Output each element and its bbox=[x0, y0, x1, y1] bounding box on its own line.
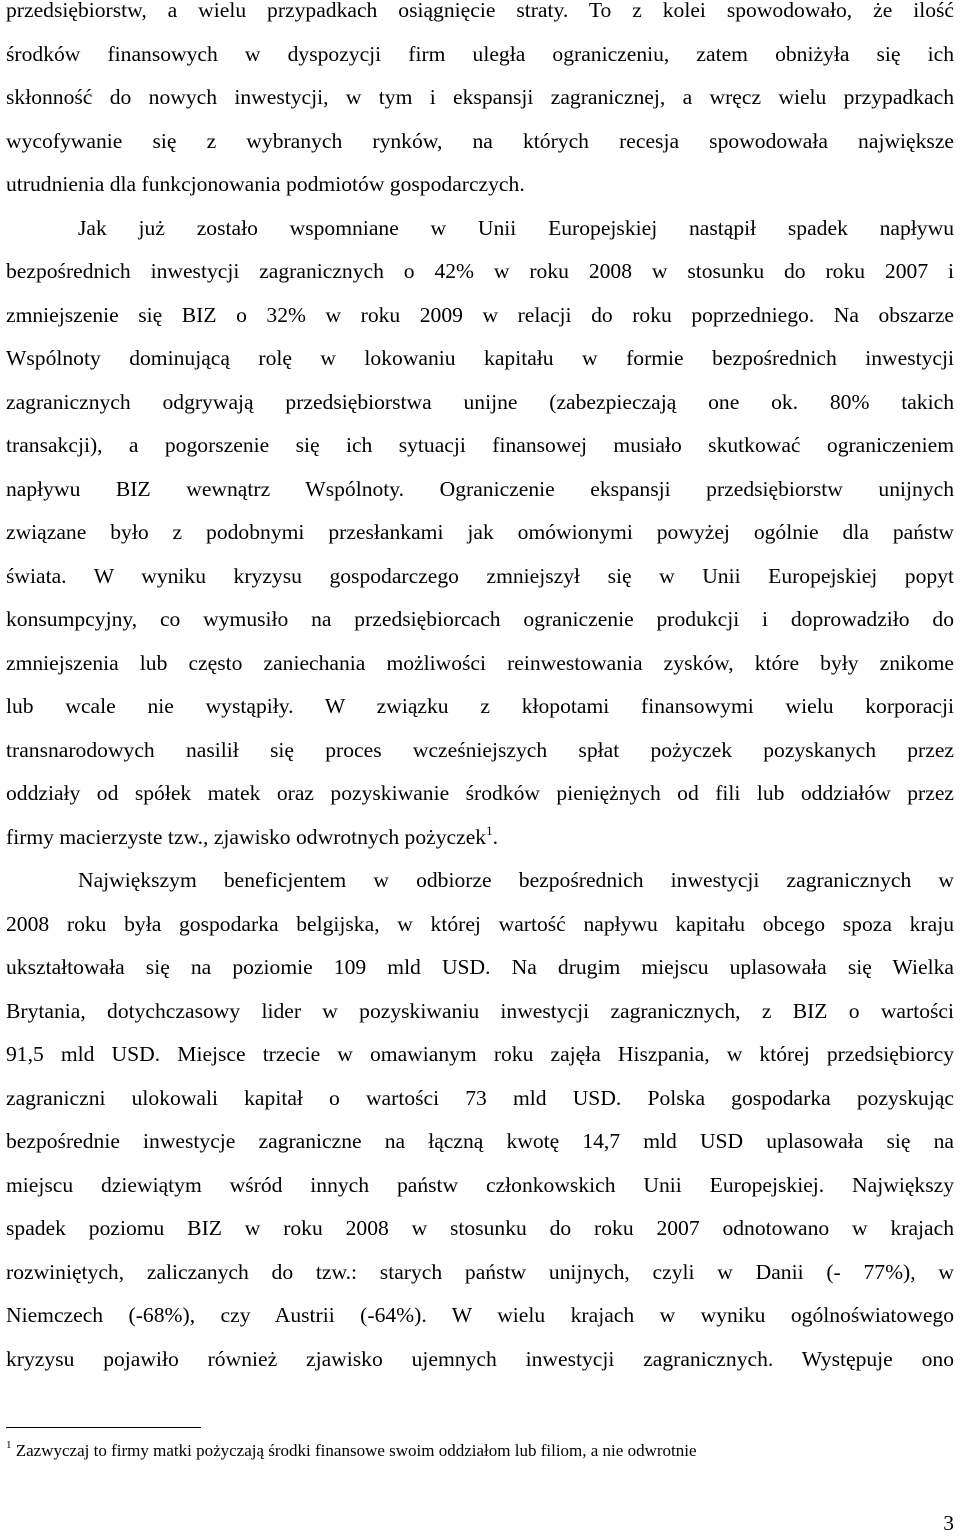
text-line: Brytania, dotychczasowy lider w pozyskiwaniu inwestycji zagranicznych, z BIZ o wartości bbox=[6, 999, 954, 1023]
text-line: wycofywanie się z wybranych rynków, na których recesja spowodowała największe bbox=[6, 129, 954, 153]
text-line: napływu BIZ wewnątrz Wspólnoty. Ograniczenie ekspansji przedsiębiorstw unijnych bbox=[6, 477, 954, 501]
text-line: 91,5 mld USD. Miejsce trzecie w omawianym roku zajęła Hiszpania, w której przedsiębiorcy bbox=[6, 1042, 954, 1066]
footnote bbox=[6, 1440, 697, 1462]
footnote-separator bbox=[6, 1427, 201, 1428]
text-line: transakcji), a pogorszenie się ich sytuacji finansowej musiało skutkować ograniczeniem bbox=[6, 433, 954, 457]
text-line: zmniejszenie się BIZ o 32% w roku 2009 w relacji do roku poprzedniego. Na obszarze bbox=[6, 303, 954, 327]
text-line: świata. W wyniku kryzysu gospodarczego zmniejszył się w Unii Europejskiej popyt bbox=[6, 564, 954, 588]
text-line: bezpośrednich inwestycji zagranicznych o 42% w roku 2008 w stosunku do roku 2007 i bbox=[6, 259, 954, 283]
text-line: przedsiębiorstw, a wielu przypadkach osiągnięcie straty. To z kolei spowodowało, że ilość bbox=[6, 0, 954, 22]
paragraph-first-line: Największym beneficjentem w odbiorze bezpośrednich inwestycji zagranicznych w bbox=[78, 868, 954, 892]
text-run: . bbox=[492, 825, 498, 849]
footnote-marker: 1 bbox=[6, 1439, 12, 1451]
text-line: Wspólnoty dominującą rolę w lokowaniu kapitału w formie bezpośrednich inwestycji bbox=[6, 346, 954, 370]
text-line: zagranicznych odgrywają przedsiębiorstwa unijne (zabezpieczają one ok. 80% takich bbox=[6, 390, 954, 414]
text-run: firmy macierzyste tzw., zjawisko odwrotnych pożyczek bbox=[6, 825, 487, 849]
footnote-reference[interactable]: 1 bbox=[486, 823, 493, 838]
text-line: transnarodowych nasilił się proces wcześniejszych spłat pożyczek pozyskanych przez bbox=[6, 738, 954, 762]
text-line: utrudnienia dla funkcjonowania podmiotów gospodarczych. bbox=[6, 172, 525, 196]
text-line: rozwiniętych, zaliczanych do tzw.: starych państw unijnych, czyli w Danii (- 77%), w bbox=[6, 1260, 954, 1284]
text-line: 2008 roku była gospodarka belgijska, w której wartość napływu kapitału obcego spoza kraju bbox=[6, 912, 954, 936]
text-line: skłonność do nowych inwestycji, w tym i ekspansji zagranicznej, a wręcz wielu przypadkach bbox=[6, 85, 954, 109]
text-line: zmniejszenia lub często zaniechania możliwości reinwestowania zysków, które były znikome bbox=[6, 651, 954, 675]
text-line: środków finansowych w dyspozycji firm uległa ograniczeniu, zatem obniżyła się ich bbox=[6, 42, 954, 66]
footnote-text: Zazwyczaj to firmy matki pożyczają środki finansowe swoim oddziałom lub filiom, a nie odwrotnie bbox=[11, 1441, 697, 1460]
text-line: zagraniczni ulokowali kapitał o wartości 73 mld USD. Polska gospodarka pozyskując bbox=[6, 1086, 954, 1110]
text-line: spadek poziomu BIZ w roku 2008 w stosunku do roku 2007 odnotowano w krajach bbox=[6, 1216, 954, 1240]
text-line: bezpośrednie inwestycje zagraniczne na łączną kwotę 14,7 mld USD uplasowała się na bbox=[6, 1129, 954, 1153]
text-line: związane było z podobnymi przesłankami jak omówionymi powyżej ogólnie dla państw bbox=[6, 520, 954, 544]
text-line bbox=[6, 824, 954, 850]
paragraph-first-line: Jak już zostało wspomniane w Unii Europejskiej nastąpił spadek napływu bbox=[78, 216, 954, 240]
text-line: miejscu dziewiątym wśród innych państw członkowskich Unii Europejskiej. Największy bbox=[6, 1173, 954, 1197]
text-line: oddziały od spółek matek oraz pozyskiwanie środków pieniężnych od fili lub oddziałów przez bbox=[6, 781, 954, 805]
text-line: ukształtowała się na poziomie 109 mld USD. Na drugim miejscu uplasowała się Wielka bbox=[6, 955, 954, 979]
text-line: konsumpcyjny, co wymusiło na przedsiębiorcach ograniczenie produkcji i doprowadziło do bbox=[6, 607, 954, 631]
page-number: 3 bbox=[943, 1511, 954, 1535]
text-line: Niemczech (-68%), czy Austrii (-64%). W wielu krajach w wyniku ogólnoświatowego bbox=[6, 1303, 954, 1327]
text-line: lub wcale nie wystąpiły. W związku z kłopotami finansowymi wielu korporacji bbox=[6, 694, 954, 718]
text-line: kryzysu pojawiło również zjawisko ujemnych inwestycji zagranicznych. Występuje ono bbox=[6, 1347, 954, 1371]
